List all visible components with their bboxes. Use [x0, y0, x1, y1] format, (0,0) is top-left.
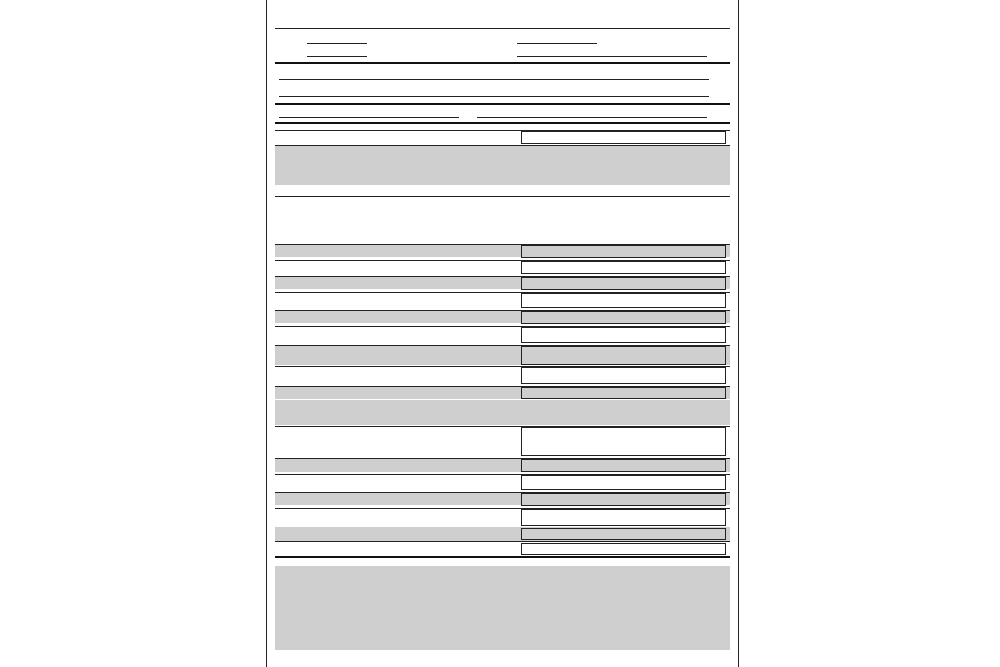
id-line-1[interactable] [279, 108, 459, 118]
question-row-shaded-1 [275, 145, 730, 185]
row-divider-3 [275, 196, 730, 197]
section-rule-1 [275, 103, 730, 105]
answer-box-7[interactable] [521, 327, 726, 343]
answer-box-2[interactable] [521, 245, 726, 258]
answer-box-10[interactable] [521, 387, 726, 399]
answer-box-9[interactable] [521, 367, 726, 384]
answer-box-3[interactable] [521, 261, 726, 274]
input-line-3[interactable] [517, 34, 597, 44]
address-line[interactable] [279, 70, 709, 80]
answer-box-6[interactable] [521, 311, 726, 324]
answer-box-16[interactable] [521, 528, 726, 540]
notes-shaded-block [275, 566, 730, 650]
input-line-4[interactable] [517, 47, 707, 57]
header-bottom-rule [275, 62, 730, 64]
row-divider-2 [275, 145, 730, 146]
answer-box-14[interactable] [521, 493, 726, 506]
question-row-shaded-7 [275, 400, 730, 425]
answer-box-15[interactable] [521, 509, 726, 526]
answer-box-12[interactable] [521, 459, 726, 472]
input-line-1[interactable] [307, 34, 367, 44]
row-divider-18 [275, 541, 730, 542]
questionnaire-page [266, 0, 739, 667]
header-rule [275, 28, 730, 29]
answer-box-1[interactable] [521, 131, 726, 144]
answer-box-13[interactable] [521, 475, 726, 490]
input-line-2[interactable] [307, 47, 367, 57]
section-rule-2 [275, 122, 730, 124]
answer-box-4[interactable] [521, 277, 726, 290]
address-line-2[interactable] [279, 87, 709, 97]
answer-box-8[interactable] [521, 346, 726, 365]
row-divider-19 [275, 556, 730, 558]
answer-box-5[interactable] [521, 293, 726, 308]
answer-box-17[interactable] [521, 543, 726, 555]
answer-box-11[interactable] [521, 427, 726, 456]
id-line-2[interactable] [477, 108, 707, 118]
